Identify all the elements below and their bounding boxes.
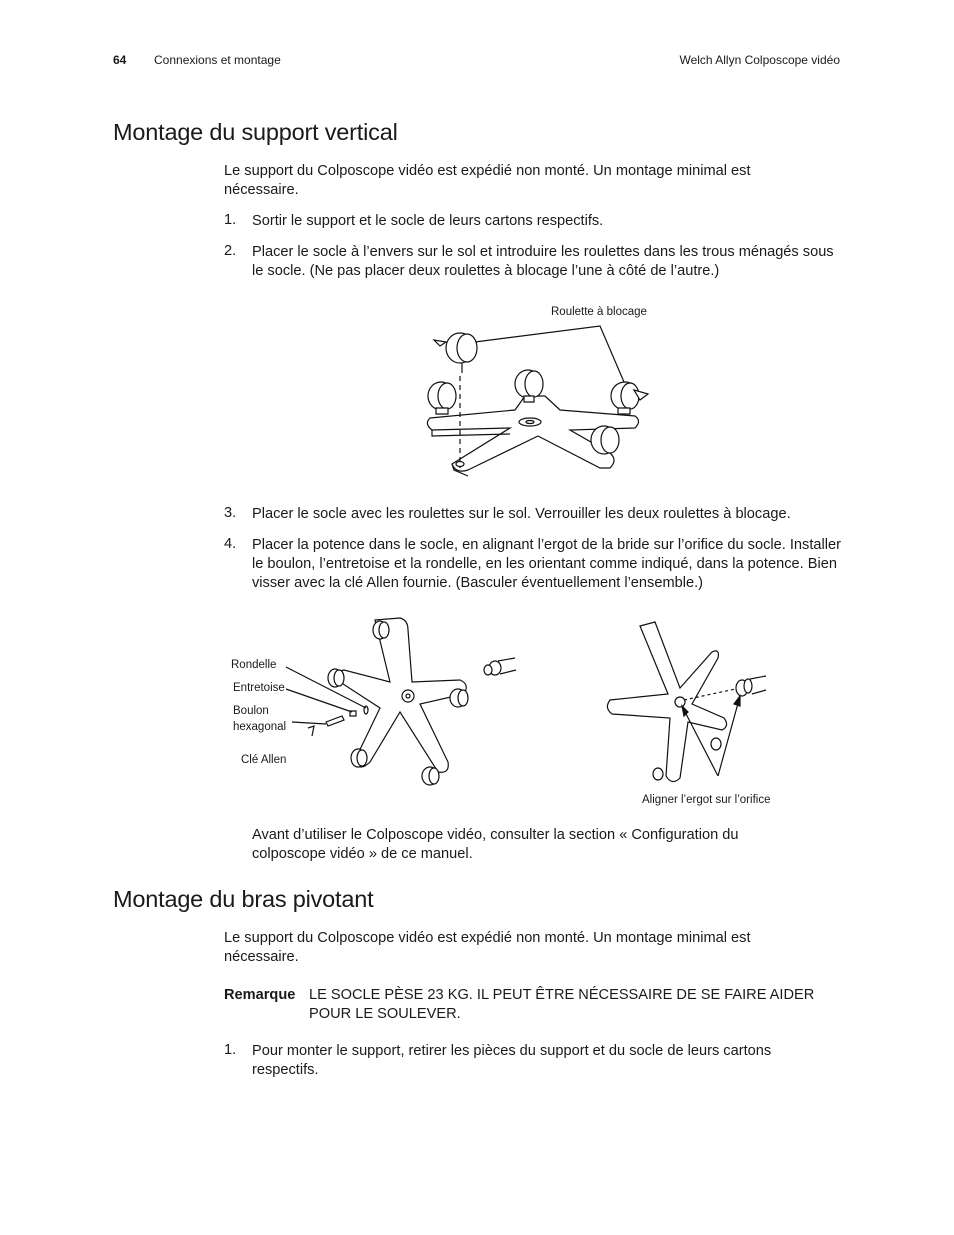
- label-align-pin: Aligner l’ergot sur l’orifice: [642, 794, 771, 806]
- step-text: Placer le socle à l’envers sur le sol et introduire les roulettes dans les trous ménagés sous le socle. (Ne pas placer deux roulettes à blocage l’une à côté de l’autre.): [252, 244, 834, 279]
- remark-text: LE SOCLE PÈSE 23 KG. IL PEUT ÊTRE NÉCESSAIRE DE SE FAIRE AIDER POUR LE SOULEVER.: [309, 987, 815, 1022]
- step-number: 3.: [224, 505, 237, 521]
- section2-intro: Le support du Colposcope vidéo est expédié non monté. Un montage minimal est nécessaire.: [224, 930, 751, 965]
- label-washer: Rondelle: [231, 659, 277, 671]
- step-text: Sortir le support et le socle de leurs cartons respectifs.: [252, 213, 604, 229]
- step-number: 4.: [224, 536, 237, 552]
- label-allen-key: Clé Allen: [241, 754, 287, 766]
- label-hex-bolt: Boulon hexagonal: [233, 705, 287, 733]
- remark-label: Remarque: [224, 987, 296, 1003]
- base-casters-illustration: [420, 318, 660, 488]
- step-text: Pour monter le support, retirer les pièces du support et du socle de leurs cartons respectifs.: [252, 1043, 772, 1078]
- header-document-title: Welch Allyn Colposcope vidéo: [679, 53, 840, 67]
- label-spacer: Entretoise: [233, 682, 285, 694]
- section-title-vertical-stand: Montage du support vertical: [113, 119, 398, 145]
- section1-intro: Le support du Colposcope vidéo est expédié non monté. Un montage minimal est nécessaire.: [224, 163, 751, 198]
- step-text: Placer le socle avec les roulettes sur le sol. Verrouiller les deux roulettes à blocage.: [252, 506, 791, 522]
- note-after-assembly: Avant d’utiliser le Colposcope vidéo, consulter la section « Configuration du colposcope vidéo » de ce manuel.: [252, 827, 739, 862]
- header-section: Connexions et montage: [154, 53, 281, 67]
- page-number: 64: [113, 53, 127, 67]
- step-number: 1.: [224, 1042, 237, 1058]
- alignment-illustration: [600, 618, 770, 788]
- label-locking-caster: Roulette à blocage: [551, 306, 647, 318]
- bolt-assembly-illustration: [280, 612, 520, 792]
- step-text: Placer la potence dans le socle, en alignant l’ergot de la bride sur l’orifice du socle. Installer le boulon, l’entretoise et la rondelle, en les orientant comme indiqué, dans la potence. Bien visser avec la clé Allen fournie. (Basculer éventuellement l’ensemble.): [252, 537, 841, 591]
- section-title-swing-arm: Montage du bras pivotant: [113, 886, 374, 912]
- step-number: 2.: [224, 243, 237, 259]
- step-number: 1.: [224, 212, 237, 228]
